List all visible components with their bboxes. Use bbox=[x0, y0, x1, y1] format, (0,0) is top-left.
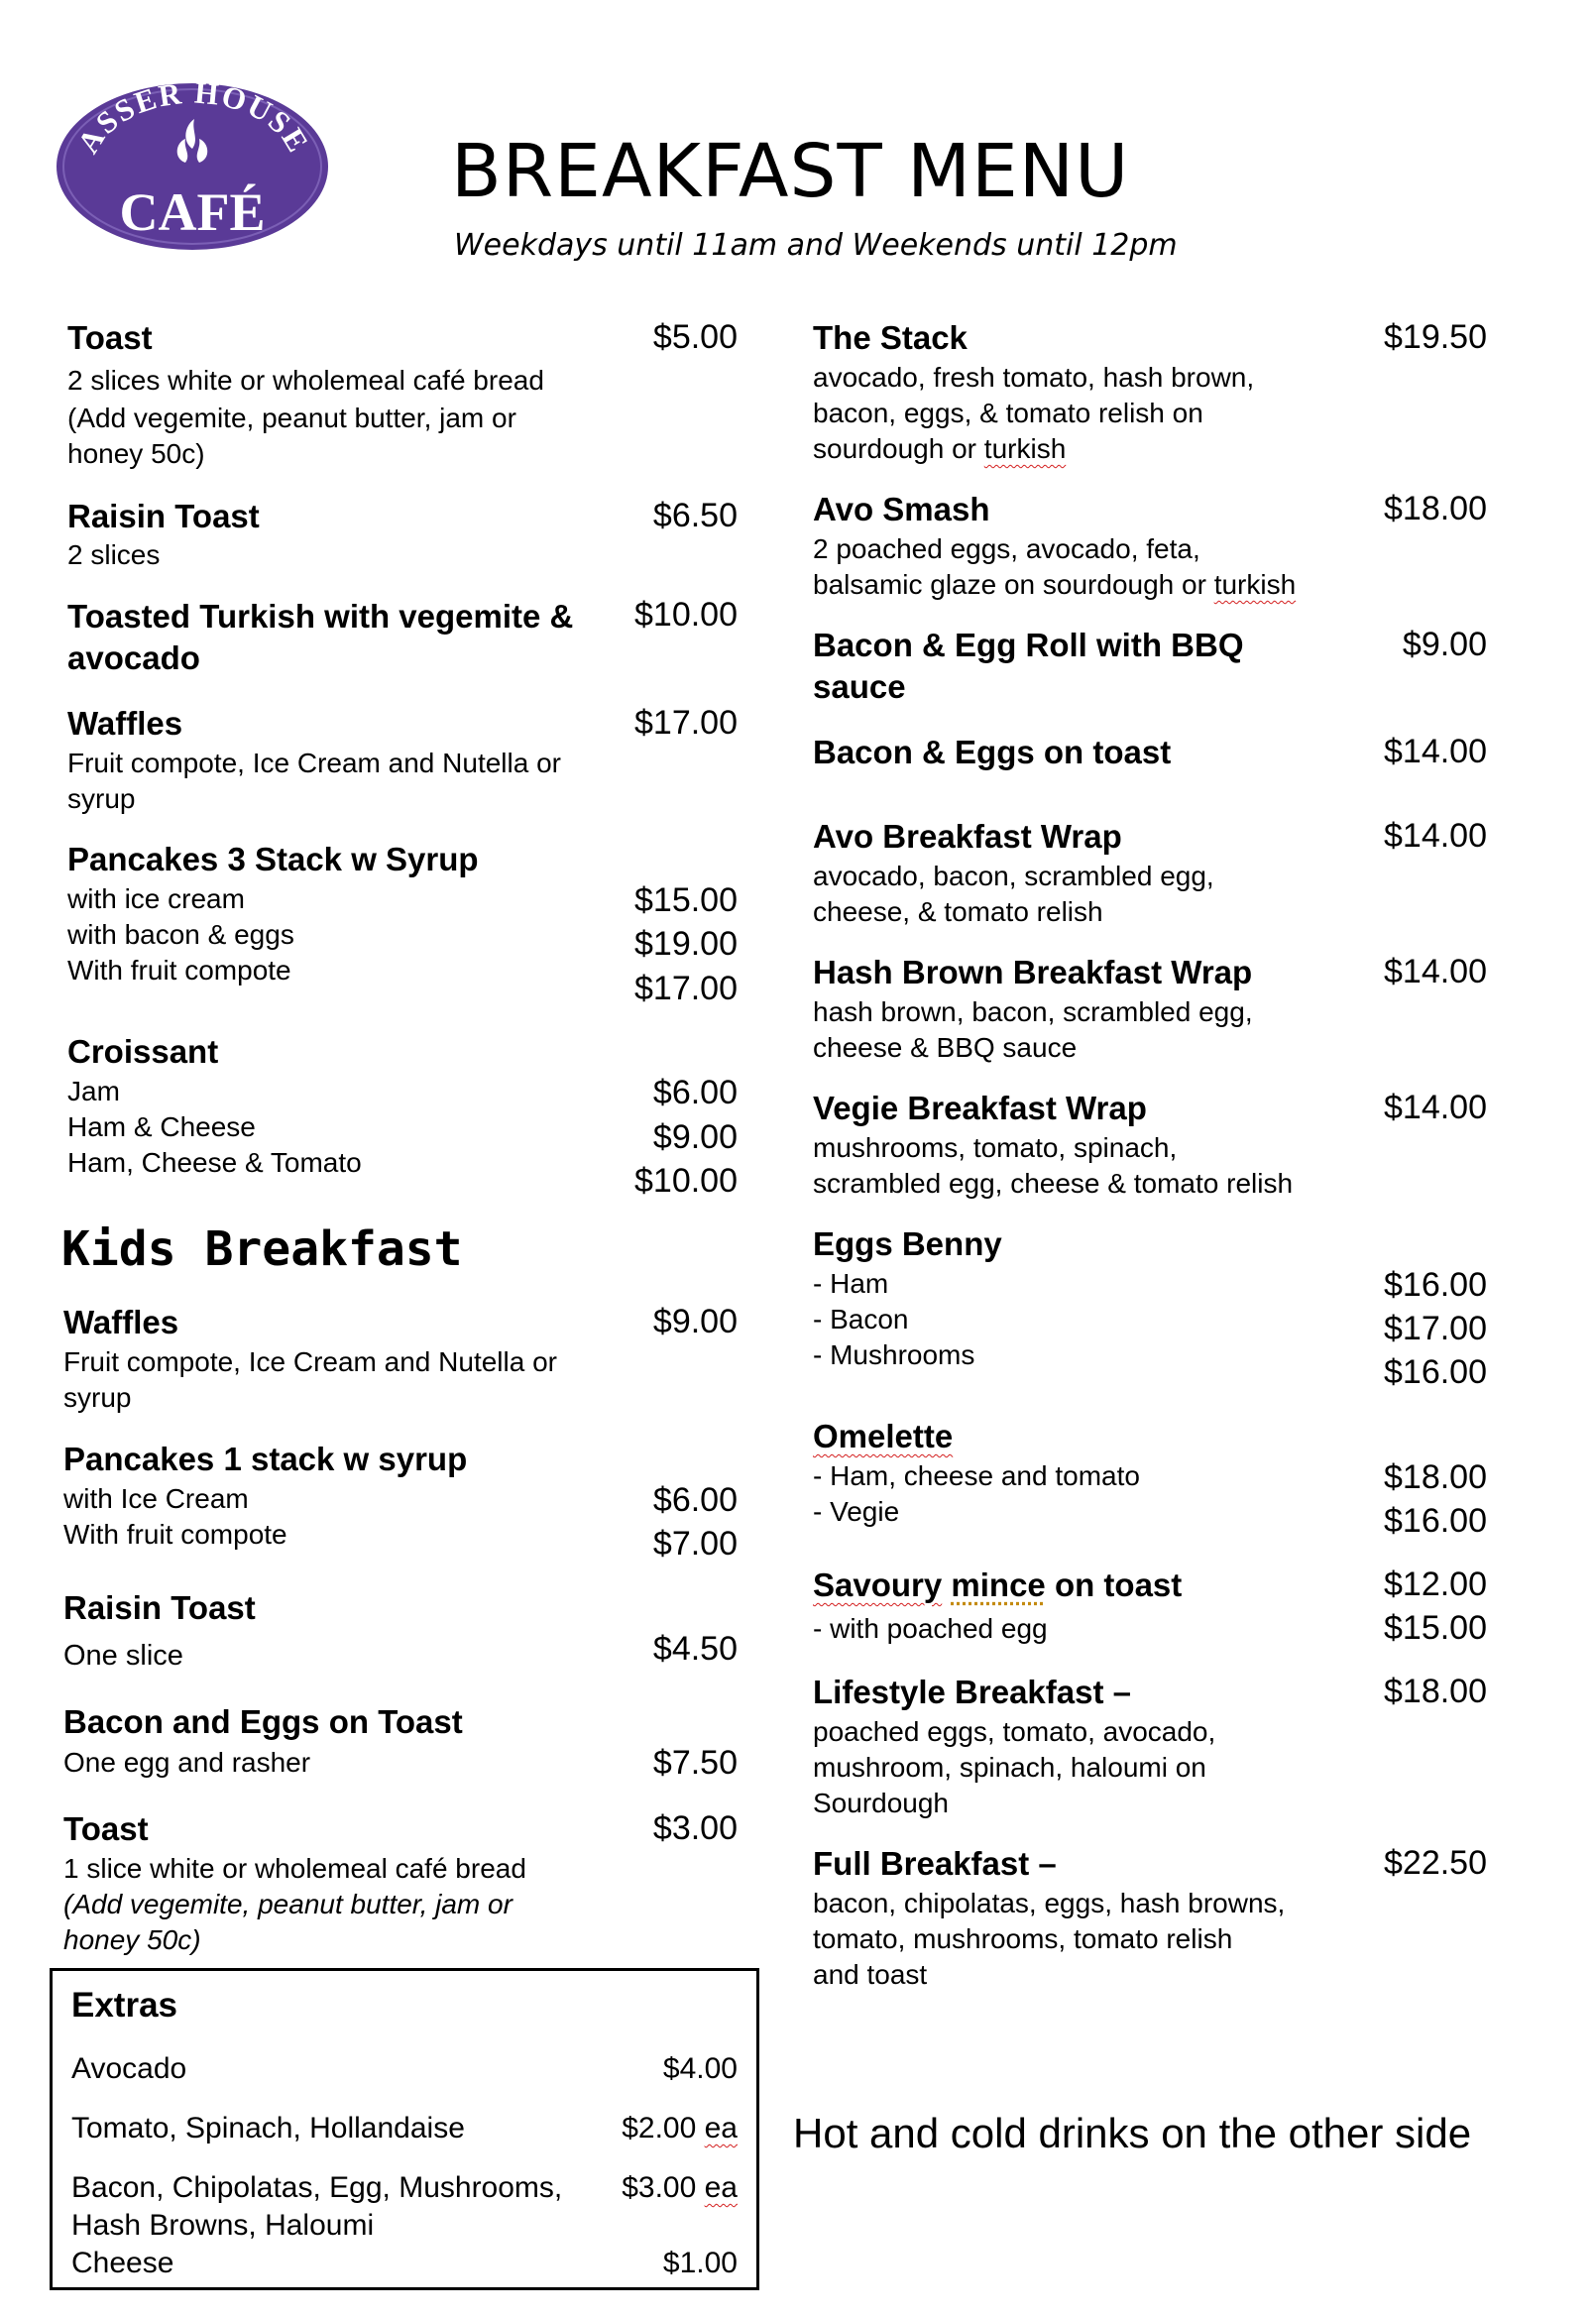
kids-price-toast: $3.00 bbox=[652, 1809, 738, 1847]
kids-breakfast-heading: Kids Breakfast bbox=[61, 1221, 463, 1277]
desc-vegie-wrap-1: mushrooms, tomato, spinach, bbox=[813, 1132, 1178, 1163]
price-waffles: $17.00 bbox=[634, 704, 738, 742]
kids-item-name-raisin-toast: Raisin Toast bbox=[63, 1589, 256, 1626]
price-vegie-wrap: $14.00 bbox=[1384, 1089, 1487, 1126]
item-name-eggs-benny: Eggs Benny bbox=[813, 1225, 1002, 1262]
price-avo-smash: $18.00 bbox=[1384, 490, 1487, 527]
item-name-toast: Toast bbox=[67, 319, 153, 356]
option-benny-ham: - Ham bbox=[813, 1268, 889, 1299]
desc-avo-breakfast-wrap-1: avocado, bacon, scrambled egg, bbox=[813, 861, 1214, 891]
desc-hash-brown-wrap-2: cheese & BBQ sauce bbox=[813, 1032, 1078, 1063]
kids-desc-toast-2: (Add vegemite, peanut butter, jam or bbox=[63, 1889, 513, 1919]
kids-price-waffles: $9.00 bbox=[652, 1303, 738, 1340]
item-name-savoury-mince: Savoury mince on toast bbox=[813, 1566, 1183, 1603]
desc-toast-3: honey 50c) bbox=[67, 438, 205, 469]
price-toasted-turkish: $10.00 bbox=[634, 596, 738, 634]
desc-avo-smash-2: balsamic glaze on sourdough or turkish bbox=[813, 569, 1297, 600]
item-name-raisin-toast: Raisin Toast bbox=[67, 498, 260, 534]
item-name-croissant: Croissant bbox=[67, 1033, 219, 1070]
desc-waffles-2: syrup bbox=[67, 783, 136, 814]
item-name-toasted-turkish-2: avocado bbox=[67, 639, 200, 676]
price-pancakes-ice-cream: $15.00 bbox=[634, 881, 738, 919]
price-benny-mushrooms: $16.00 bbox=[1384, 1353, 1487, 1391]
desc-toast-1: 2 slices white or wholemeal café bread bbox=[67, 365, 544, 396]
logo-bottom-text: CAFÉ bbox=[119, 182, 266, 242]
item-name-bacon-eggs-toast: Bacon & Eggs on toast bbox=[813, 734, 1172, 770]
price-croissant-ham-cheese-tomato: $10.00 bbox=[634, 1162, 738, 1200]
desc-the-stack-3: sourdough or turkish bbox=[813, 433, 1067, 464]
price-savoury-mince-poached-egg: $15.00 bbox=[1384, 1609, 1487, 1647]
desc-avo-breakfast-wrap-2: cheese, & tomato relish bbox=[813, 896, 1103, 927]
price-benny-bacon: $17.00 bbox=[1384, 1310, 1487, 1347]
extras-avocado-label: Avocado bbox=[71, 2052, 187, 2085]
price-lifestyle-breakfast: $18.00 bbox=[1384, 1673, 1487, 1710]
desc-avo-smash-1: 2 poached eggs, avocado, feta, bbox=[813, 533, 1200, 564]
drinks-note: Hot and cold drinks on the other side bbox=[793, 2110, 1472, 2156]
item-name-the-stack: The Stack bbox=[813, 319, 968, 356]
option-croissant-ham-cheese: Ham & Cheese bbox=[67, 1111, 256, 1142]
price-benny-ham: $16.00 bbox=[1384, 1266, 1487, 1304]
desc-lifestyle-2: mushroom, spinach, haloumi on bbox=[813, 1752, 1206, 1783]
price-the-stack: $19.50 bbox=[1384, 318, 1487, 356]
kids-option-pancakes-fruit-compote: With fruit compote bbox=[63, 1519, 287, 1550]
kids-price-bacon-eggs: $7.50 bbox=[652, 1744, 738, 1782]
extras-bacon-price: $3.00 ea bbox=[622, 2171, 738, 2204]
option-croissant-jam: Jam bbox=[67, 1076, 120, 1106]
kids-price-raisin-toast: $4.50 bbox=[652, 1630, 738, 1668]
option-omelette-ham-cheese-tomato: - Ham, cheese and tomato bbox=[813, 1460, 1140, 1491]
option-pancakes-ice-cream: with ice cream bbox=[67, 883, 245, 914]
desc-waffles-1: Fruit compote, Ice Cream and Nutella or bbox=[67, 748, 561, 778]
price-omelette-ham-cheese-tomato: $18.00 bbox=[1384, 1458, 1487, 1496]
extras-cheese-price: $1.00 bbox=[662, 2247, 738, 2279]
desc-full-breakfast-2: tomato, mushrooms, tomato relish bbox=[813, 1923, 1233, 1954]
item-name-bacon-egg-roll-1: Bacon & Egg Roll with BBQ bbox=[813, 627, 1244, 663]
desc-full-breakfast-1: bacon, chipolatas, eggs, hash browns, bbox=[813, 1888, 1286, 1918]
price-full-breakfast: $22.50 bbox=[1384, 1844, 1487, 1882]
kids-item-name-toast: Toast bbox=[63, 1810, 149, 1847]
desc-raisin-toast: 2 slices bbox=[67, 539, 161, 570]
item-name-omelette: Omelette bbox=[813, 1418, 954, 1454]
desc-vegie-wrap-2: scrambled egg, cheese & tomato relish bbox=[813, 1168, 1294, 1199]
option-benny-bacon: - Bacon bbox=[813, 1304, 909, 1334]
item-name-avo-smash: Avo Smash bbox=[813, 491, 990, 527]
price-pancakes-bacon-eggs: $19.00 bbox=[634, 925, 738, 963]
price-hash-brown-wrap: $14.00 bbox=[1384, 953, 1487, 990]
item-name-avo-breakfast-wrap: Avo Breakfast Wrap bbox=[813, 818, 1122, 855]
kids-desc-waffles-2: syrup bbox=[63, 1382, 132, 1413]
price-croissant-ham-cheese: $9.00 bbox=[652, 1118, 738, 1156]
option-pancakes-fruit-compote: With fruit compote bbox=[67, 955, 291, 985]
kids-desc-toast-3: honey 50c) bbox=[63, 1924, 201, 1955]
item-name-waffles: Waffles bbox=[67, 705, 183, 742]
extras-heading: Extras bbox=[71, 1986, 178, 2025]
desc-savoury-mince: - with poached egg bbox=[813, 1613, 1048, 1644]
option-pancakes-bacon-eggs: with bacon & eggs bbox=[67, 919, 294, 950]
extras-avocado-price: $4.00 bbox=[662, 2052, 738, 2085]
price-raisin-toast: $6.50 bbox=[652, 497, 738, 534]
kids-desc-raisin-toast: One slice bbox=[63, 1640, 183, 1672]
kids-item-name-pancakes: Pancakes 1 stack w syrup bbox=[63, 1441, 468, 1477]
extras-bacon-label-2: Hash Browns, Haloumi bbox=[71, 2209, 375, 2242]
kids-price-pancakes-ice-cream: $6.00 bbox=[652, 1481, 738, 1519]
option-omelette-vegie: - Vegie bbox=[813, 1496, 900, 1527]
kids-desc-waffles-1: Fruit compote, Ice Cream and Nutella or bbox=[63, 1346, 557, 1377]
desc-the-stack-1: avocado, fresh tomato, hash brown, bbox=[813, 362, 1255, 393]
item-name-pancakes-3-stack: Pancakes 3 Stack w Syrup bbox=[67, 841, 479, 877]
price-bacon-eggs-toast: $14.00 bbox=[1384, 733, 1487, 770]
price-omelette-vegie: $16.00 bbox=[1384, 1502, 1487, 1540]
desc-the-stack-2: bacon, eggs, & tomato relish on bbox=[813, 398, 1203, 428]
kids-price-pancakes-fruit-compote: $7.00 bbox=[652, 1525, 738, 1563]
extras-cheese-label: Cheese bbox=[71, 2247, 174, 2279]
extras-bacon-label-1: Bacon, Chipolatas, Egg, Mushrooms, bbox=[71, 2171, 563, 2204]
price-avo-breakfast-wrap: $14.00 bbox=[1384, 817, 1487, 855]
price-toast: $5.00 bbox=[652, 318, 738, 356]
desc-hash-brown-wrap-1: hash brown, bacon, scrambled egg, bbox=[813, 996, 1253, 1027]
item-name-hash-brown-wrap: Hash Brown Breakfast Wrap bbox=[813, 954, 1253, 990]
desc-lifestyle-3: Sourdough bbox=[813, 1788, 950, 1818]
price-bacon-egg-roll: $9.00 bbox=[1402, 626, 1487, 663]
item-name-bacon-egg-roll-2: sauce bbox=[813, 668, 906, 705]
menu-hours: Weekdays until 11am and Weekends until 12pm bbox=[454, 228, 1178, 263]
kids-desc-toast-1: 1 slice white or wholemeal café bread bbox=[63, 1853, 526, 1884]
kids-desc-bacon-eggs: One egg and rasher bbox=[63, 1747, 311, 1778]
logo-top-text: ASSER HOUSE bbox=[69, 81, 317, 160]
kids-item-name-waffles: Waffles bbox=[63, 1304, 179, 1340]
desc-full-breakfast-3: and toast bbox=[813, 1959, 928, 1990]
item-name-lifestyle-breakfast: Lifestyle Breakfast – bbox=[813, 1674, 1131, 1710]
price-savoury-mince: $12.00 bbox=[1384, 1565, 1487, 1603]
option-croissant-ham-cheese-tomato: Ham, Cheese & Tomato bbox=[67, 1147, 362, 1178]
price-pancakes-fruit-compote: $17.00 bbox=[634, 970, 738, 1007]
extras-tomato-label: Tomato, Spinach, Hollandaise bbox=[71, 2112, 465, 2144]
item-name-vegie-wrap: Vegie Breakfast Wrap bbox=[813, 1090, 1147, 1126]
asser-house-cafe-logo bbox=[55, 81, 330, 252]
desc-lifestyle-1: poached eggs, tomato, avocado, bbox=[813, 1716, 1216, 1747]
menu-title: BREAKFAST MENU bbox=[451, 129, 1130, 214]
option-benny-mushrooms: - Mushrooms bbox=[813, 1339, 975, 1370]
item-name-toasted-turkish-1: Toasted Turkish with vegemite & bbox=[67, 598, 574, 635]
desc-toast-2: (Add vegemite, peanut butter, jam or bbox=[67, 403, 516, 433]
kids-item-name-bacon-eggs: Bacon and Eggs on Toast bbox=[63, 1703, 463, 1740]
kids-option-pancakes-ice-cream: with Ice Cream bbox=[63, 1483, 249, 1514]
price-croissant-jam: $6.00 bbox=[652, 1074, 738, 1111]
extras-tomato-price: $2.00 ea bbox=[622, 2112, 738, 2144]
item-name-full-breakfast: Full Breakfast – bbox=[813, 1845, 1057, 1882]
